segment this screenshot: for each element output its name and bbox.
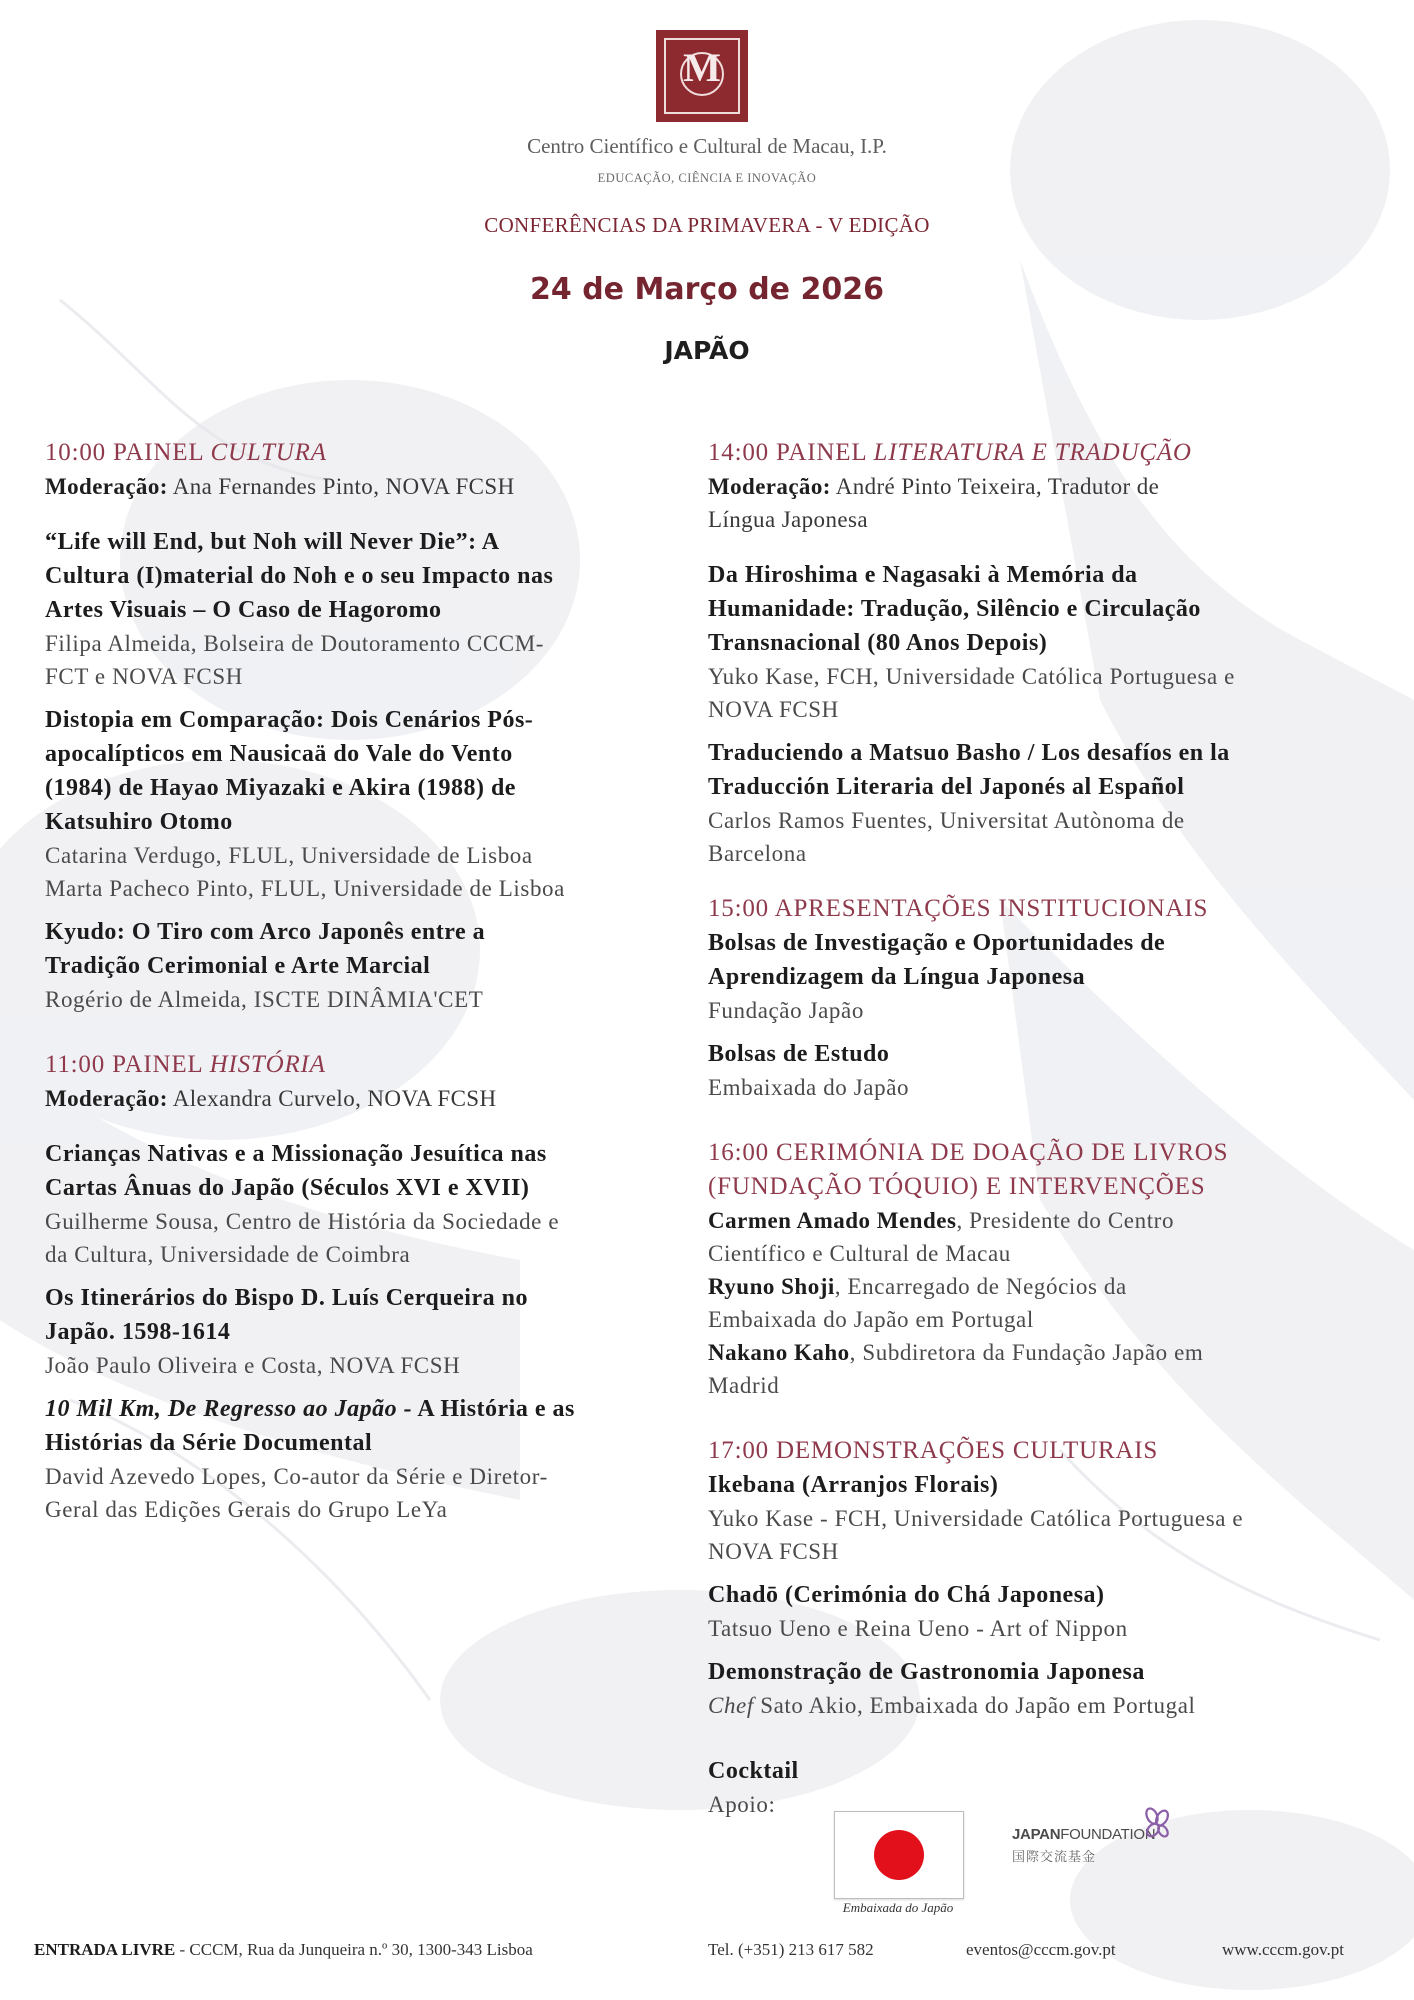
talk-title: Traducción Literaria del Japonés al Español — [708, 774, 1185, 800]
item-author: Fundação Japão — [708, 998, 864, 1023]
series-title: CONFERÊNCIAS DA PRIMAVERA - V EDIÇÃO — [484, 213, 930, 237]
talk-author: Yuko Kase, FCH, Universidade Católica Portuguesa e — [708, 664, 1235, 689]
talk-author: da Cultura, Universidade de Coimbra — [45, 1242, 411, 1267]
footer-phone: Tel. (+351) 213 617 582 — [708, 1940, 874, 1959]
item-author: Yuko Kase - FCH, Universidade Católica Portuguesa e — [708, 1506, 1244, 1531]
panel-cultura-heading: 10:00 PAINEL CULTURA — [45, 439, 327, 466]
talk-title: Artes Visuais – O Caso de Hagoromo — [45, 597, 442, 623]
talk-author: Carlos Ramos Fuentes, Universitat Autònoma de — [708, 808, 1185, 833]
panel-historia-moderation: Moderação: Alexandra Curvelo, NOVA FCSH — [45, 1086, 497, 1111]
footer-website[interactable]: www.cccm.gov.pt — [1222, 1940, 1344, 1959]
panel-literatura-moderation: Moderação: André Pinto Teixeira, Tradutor de — [708, 474, 1160, 499]
institution-tagline: EDUCAÇÃO, CIÊNCIA E INOVAÇÃO — [597, 171, 817, 185]
ceremony-heading: 16:00 CERIMÓNIA DE DOAÇÃO DE LIVROS — [708, 1139, 1229, 1166]
talk-title: (1984) de Hayao Miyazaki e Akira (1988) de — [45, 775, 516, 801]
item-author: Chef Sato Akio, Embaixada do Japão em Portugal — [708, 1693, 1196, 1718]
event-date: 24 de Março de 2026 — [530, 272, 884, 307]
panel-literatura-moderation: Língua Japonesa — [708, 507, 868, 532]
talk-noh — [45, 525, 695, 693]
item-title: Aprendizagem da Língua Japonesa — [708, 964, 1086, 990]
talk-author: João Paulo Oliveira e Costa, NOVA FCSH — [45, 1353, 461, 1378]
left-column — [45, 436, 695, 1526]
talk-criancas — [45, 1137, 695, 1271]
talk-title: Japão. 1598-1614 — [45, 1319, 231, 1345]
item-chado — [708, 1578, 1378, 1645]
talk-title: “Life will End, but Noh will Never Die”: A — [45, 529, 500, 555]
talk-author: Catarina Verdugo, FLUL, Universidade de Lisboa — [45, 843, 533, 868]
panel-cultura-moderation: Moderação: Ana Fernandes Pinto, NOVA FCSH — [45, 474, 515, 499]
talk-title: Traduciendo a Matsuo Basho / Los desafíos en la — [708, 740, 1230, 766]
talk-title: apocalípticos em Nausicaä do Vale do Vento — [45, 741, 513, 767]
japan-flag-icon — [834, 1811, 964, 1899]
talk-title: Humanidade: Tradução, Silêncio e Circulação — [708, 596, 1201, 622]
cocktail-label: Cocktail — [708, 1758, 799, 1784]
item-bolsas-estudo — [708, 1037, 1378, 1104]
item-title: Bolsas de Estudo — [708, 1041, 890, 1067]
item-bolsas-investigacao — [708, 926, 1378, 1027]
speaker-carmen: Carmen Amado Mendes, Presidente do Centro Científico e Cultural de Macau — [708, 1208, 1175, 1266]
cccm-logo-icon: M — [656, 30, 748, 122]
talk-author: Rogério de Almeida, ISCTE DINÂMIA'CET — [45, 987, 484, 1012]
talk-title: Da Hiroshima e Nagasaki à Memória da — [708, 562, 1138, 588]
talk-hiroshima — [708, 558, 1378, 726]
item-title: Ikebana (Arranjos Florais) — [708, 1472, 999, 1498]
talk-title: Cartas Ânuas do Japão (Séculos XVI e XVII) — [45, 1175, 530, 1201]
talk-kyudo — [45, 915, 695, 1016]
item-author: Tatsuo Ueno e Reina Ueno - Art of Nippon — [708, 1616, 1128, 1641]
talk-title: Crianças Nativas e a Missionação Jesuítica nas — [45, 1141, 547, 1167]
japan-foundation-logo: JAPANFOUNDATION 国際交流基金 — [1012, 1806, 1172, 1866]
talk-author: FCT e NOVA FCSH — [45, 664, 243, 689]
item-title: Chadō (Cerimónia do Chá Japonesa) — [708, 1582, 1105, 1608]
talk-title: Os Itinerários do Bispo D. Luís Cerqueira no — [45, 1285, 528, 1311]
ceremony-heading: (FUNDAÇÃO TÓQUIO) E INTERVENÇÕES — [708, 1173, 1206, 1200]
talk-author: Marta Pacheco Pinto, FLUL, Universidade de Lisboa — [45, 876, 565, 901]
talk-author: Filipa Almeida, Bolseira de Doutoramento CCCM- — [45, 631, 545, 656]
item-title: Demonstração de Gastronomia Japonesa — [708, 1659, 1145, 1685]
talk-title: Tradição Cerimonial e Arte Marcial — [45, 953, 431, 979]
support-label: Apoio: — [708, 1792, 776, 1817]
item-author: Embaixada do Japão — [708, 1075, 910, 1100]
talk-author: Guilherme Sousa, Centro de História da Sociedade e — [45, 1209, 560, 1234]
talk-title: Transnacional (80 Anos Depois) — [708, 630, 1048, 656]
talk-title: Cultura (I)material do Noh e o seu Impacto nas — [45, 563, 554, 589]
talk-author: NOVA FCSH — [708, 697, 839, 722]
talk-title: Distopia em Comparação: Dois Cenários Pós- — [45, 707, 534, 733]
institutional-heading: 15:00 APRESENTAÇÕES INSTITUCIONAIS — [708, 895, 1209, 922]
talk-title: Kyudo: O Tiro com Arco Japonês entre a — [45, 919, 486, 945]
item-title: Bolsas de Investigação e Oportunidades de — [708, 930, 1166, 956]
item-gastronomia — [708, 1655, 1378, 1722]
speaker-ryuno: Ryuno Shoji, Encarregado de Negócios da Embaixada do Japão em Portugal — [708, 1274, 1127, 1332]
item-ikebana — [708, 1468, 1378, 1568]
institution-name: Centro Científico e Cultural de Macau, I.P. — [527, 134, 887, 158]
talk-author: David Azevedo Lopes, Co-autor da Série e Diretor- — [45, 1464, 548, 1489]
talk-title: Katsuhiro Otomo — [45, 809, 233, 835]
talk-author: Geral das Edições Gerais do Grupo LeYa — [45, 1497, 448, 1522]
footer-email[interactable]: eventos@cccm.gov.pt — [966, 1940, 1116, 1959]
embassy-caption: Embaixada do Japão — [842, 1900, 954, 1915]
event-country: JAPÃO — [664, 336, 750, 365]
demonstrations-heading: 17:00 DEMONSTRAÇÕES CULTURAIS — [708, 1437, 1159, 1464]
item-author: NOVA FCSH — [708, 1539, 839, 1564]
talk-author: Barcelona — [708, 841, 807, 866]
talk-itinerarios — [45, 1281, 695, 1382]
jf-flower-icon — [1140, 1806, 1174, 1840]
talk-basho — [708, 736, 1378, 870]
right-column — [708, 436, 1378, 1821]
panel-historia-heading: 11:00 PAINEL HISTÓRIA — [45, 1051, 326, 1078]
talk-10-mil-km — [45, 1392, 695, 1526]
talk-distopia — [45, 703, 695, 905]
panel-literatura-heading: 14:00 PAINEL LITERATURA E TRADUÇÃO — [708, 439, 1192, 466]
footer-entry: ENTRADA LIVRE - CCCM, Rua da Junqueira n.º 30, 1300-343 Lisboa — [34, 1940, 533, 1959]
talk-title: 10 Mil Km, De Regresso ao Japão - A História e as — [45, 1396, 575, 1422]
talk-title: Histórias da Série Documental — [45, 1430, 373, 1456]
speaker-nakano: Nakano Kaho, Subdiretora da Fundação Japão em Madrid — [708, 1340, 1204, 1398]
